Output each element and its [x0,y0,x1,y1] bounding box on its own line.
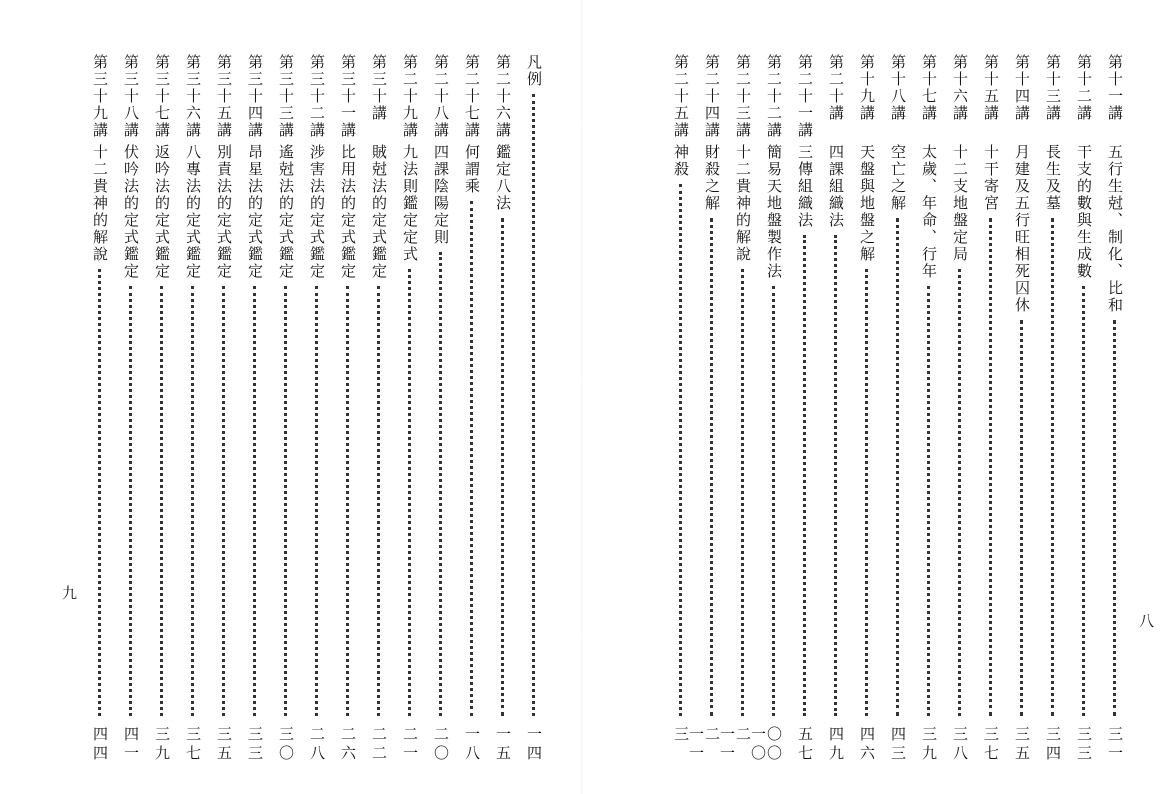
leader-dots [439,252,442,716]
leader-dots [834,235,837,716]
toc-entry-number: 第三十六講 [184,54,202,139]
toc-entry-page: 三〇 [277,726,295,764]
toc-entry [270,40,301,780]
leader-dots [1020,320,1023,716]
toc-entry-page: 一一二 [703,726,736,764]
toc-entry-page: 四九 [827,726,845,764]
toc-entry-number: 第三十八講 [122,54,140,139]
toc-entry-page: 二一 [401,726,419,764]
leader-dots [741,269,744,716]
toc-entry [301,40,332,780]
toc-entry-page: 三五 [215,726,233,764]
toc-entry-page: 一一三 [672,726,705,764]
leader-dots [315,286,318,716]
toc-entry [518,40,549,780]
toc-entry-title: 十二支地盤定局 [951,144,969,263]
toc-entry [363,40,394,780]
toc-entry [1006,40,1037,780]
toc-entry-title: 三傳組織法 [796,144,814,229]
leader-dots [222,286,225,716]
leader-dots [865,269,868,716]
toc-entry-number: 第十一講 [1106,54,1124,122]
toc-entry [1099,40,1130,780]
right-page [583,0,1167,794]
toc-entry-number: 第二十九講 [401,54,419,139]
toc-entry-number: 第十六講 [951,54,969,122]
toc-entry-number: 第三十二講 [308,54,326,139]
toc-entry-page: 二六 [339,726,357,764]
leader-dots [989,218,992,716]
leader-dots [958,269,961,716]
toc-entry-page: 二二 [370,726,388,764]
toc-entry-title: 鑑定八法 [494,144,512,212]
toc-entry [456,40,487,780]
toc-entry [332,40,363,780]
toc-entry-page: 三一 [1106,726,1124,764]
toc-entry [727,40,767,780]
left-toc-list [84,40,549,780]
toc-entry [913,40,944,780]
leader-dots [1051,218,1054,716]
toc-entry-number: 第二十二講 [765,54,783,139]
toc-entry-title: 天盤與地盤之解 [858,144,876,263]
right-toc-list [665,40,1130,780]
toc-entry-number: 第二十四講 [703,54,721,139]
toc-entry-number: 第二十三講 [734,54,752,139]
toc-entry [1068,40,1099,780]
leader-dots [377,286,380,716]
toc-entry-page: 三三 [246,726,264,764]
toc-entry [665,40,705,780]
toc-entry-number: 第十八講 [889,54,907,122]
toc-entry-title: 五行生尅、制化、比和 [1106,144,1124,314]
leader-dots [253,286,256,716]
leader-dots [1113,320,1116,716]
toc-entry [820,40,851,780]
toc-entry [758,40,789,780]
toc-entry-page: 二〇 [432,726,450,764]
toc-entry-number: 第三十九講 [91,54,109,139]
toc-entry [208,40,239,780]
left-page [0,0,583,794]
toc-entry [239,40,270,780]
toc-entry-page: 三四 [1044,726,1062,764]
toc-entry-number: 第十五講 [982,54,1000,122]
toc-entry-title: 空亡之解 [889,144,907,212]
leader-dots [1082,286,1085,716]
leader-dots [679,184,682,716]
toc-entry-title: 別責法的定式鑑定 [215,144,233,280]
leader-dots [129,286,132,716]
toc-entry-page: 三九 [153,726,171,764]
leader-dots [346,286,349,716]
toc-entry-title: 伏吟法的定式鑑定 [122,144,140,280]
toc-entry-page: 四一 [122,726,140,764]
toc-entry-number: 第二十六講 [494,54,512,139]
toc-entry-number: 第三十講 [370,54,388,122]
toc-entry [115,40,146,780]
leader-dots [98,269,101,716]
toc-entry-page: 五七 [796,726,814,764]
toc-entry-title: 遙尅法的定式鑑定 [277,144,295,280]
toc-entry-title: 月建及五行旺相死囚休 [1013,144,1031,314]
toc-entry-title: 干支的數與生成數 [1075,144,1093,280]
toc-entry-title: 四課陰陽定則 [432,144,450,246]
toc-entry [394,40,425,780]
toc-entry [84,40,115,780]
leader-dots [927,286,930,716]
leader-dots [408,269,411,716]
toc-entry [177,40,208,780]
toc-entry-page: 一四 [525,726,543,764]
toc-entry-number: 第二十八講 [432,54,450,139]
toc-entry-title: 十干寄宮 [982,144,1000,212]
right-page-folio: 八 [1139,612,1155,630]
toc-entry-page: 四三 [889,726,907,764]
toc-entry-number: 第十七講 [920,54,938,122]
toc-entry [944,40,975,780]
toc-entry-number: 第二十五講 [672,54,690,139]
toc-entry-page: 三九 [920,726,938,764]
toc-entry [487,40,518,780]
leader-dots [284,286,287,716]
toc-entry-page: 三七 [982,726,1000,764]
leader-dots [191,286,194,716]
toc-entry-number: 第三十四講 [246,54,264,139]
toc-entry-title: 涉害法的定式鑑定 [308,144,326,280]
toc-entry-title: 八專法的定式鑑定 [184,144,202,280]
toc-entry-page: 四六 [858,726,876,764]
toc-entry-page: 三八 [951,726,969,764]
toc-entry-title: 何謂乘 [463,144,481,195]
toc-entry-page: 〇〇 [765,726,783,764]
toc-entry [696,40,736,780]
toc-entry-title: 賊尅法的定式鑑定 [370,144,388,280]
toc-entry-page: 三七 [184,726,202,764]
toc-entry-title: 返吟法的定式鑑定 [153,144,171,280]
toc-entry [882,40,913,780]
toc-entry-title: 十二貴神的解說 [91,144,109,263]
toc-entry-page: 二八 [308,726,326,764]
toc-entry-title: 簡易天地盤製作法 [765,144,783,280]
toc-entry-title: 長生及墓 [1044,144,1062,212]
toc-entry-title: 昂星法的定式鑑定 [246,144,264,280]
leader-dots [772,286,775,716]
toc-entry [1037,40,1068,780]
toc-entry-title: 凡例 [525,54,543,88]
toc-entry-number: 第二十一講 [796,54,814,139]
toc-entry-number: 第三十五講 [215,54,233,139]
toc-entry-title: 十二貴神的解說 [734,144,752,263]
toc-entry [975,40,1006,780]
toc-entry [146,40,177,780]
toc-entry-title: 太歲、年命、行年 [920,144,938,280]
toc-entry-page: 一五 [494,726,512,764]
toc-entry-title: 九法則鑑定定式 [401,144,419,263]
leader-dots [501,218,504,716]
leader-dots [532,94,535,716]
toc-entry-page: 一〇二 [734,726,767,764]
toc-entry-page: 三三 [1075,726,1093,764]
toc-entry-number: 第三十七講 [153,54,171,139]
toc-entry-page: 三五 [1013,726,1031,764]
toc-entry-page: 四四 [91,726,109,764]
toc-entry-number: 第十九講 [858,54,876,122]
leader-dots [470,201,473,716]
toc-entry-number: 第二十講 [827,54,845,122]
toc-entry-number: 第二十七講 [463,54,481,139]
leader-dots [896,218,899,716]
leader-dots [160,286,163,716]
toc-entry-page: 一八 [463,726,481,764]
toc-entry-number: 第三十三講 [277,54,295,139]
toc-entry-number: 第十二講 [1075,54,1093,122]
toc-entry-number: 第三十一講 [339,54,357,139]
toc-entry-title: 比用法的定式鑑定 [339,144,357,280]
leader-dots [710,218,713,716]
toc-entry [851,40,882,780]
toc-entry-number: 第十三講 [1044,54,1062,122]
leader-dots [803,235,806,716]
toc-entry-title: 財殺之解 [703,144,721,212]
toc-entry-title: 神殺 [672,144,690,178]
toc-entry [425,40,456,780]
toc-entry-title: 四課組織法 [827,144,845,229]
toc-entry-number: 第十四講 [1013,54,1031,122]
toc-entry [789,40,820,780]
left-page-folio: 九 [62,584,78,602]
